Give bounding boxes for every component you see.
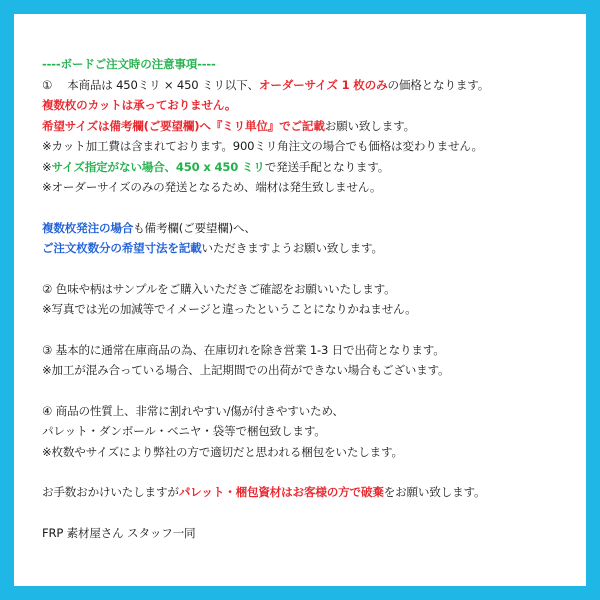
no-multi-cut-warning: 複数枚のカットは承っておりません。 — [42, 98, 237, 112]
section1-line3 — [42, 116, 587, 137]
section4-line3 — [42, 442, 587, 463]
size-in-remarks-highlight: 希望サイズは備考欄(ご要望欄)へ『ミリ単位』でご記載 — [42, 118, 325, 133]
section1-line2 — [42, 95, 587, 116]
multi-order-highlight: 複数枚発注の場合 — [42, 220, 134, 235]
section4-line2 — [42, 421, 587, 442]
section1-line1 — [42, 75, 587, 96]
section1-highlight: オーダーサイズ 1 枚のみ — [258, 77, 388, 92]
packing-method-note: ※枚数やサイズにより弊社の方で適切だと思われる梱包をいたします。 — [42, 444, 403, 459]
section3-line2 — [42, 360, 587, 381]
section3-line1 — [42, 340, 587, 361]
closing-line — [42, 482, 587, 503]
section1-line5 — [42, 157, 587, 178]
disposal-highlight: パレット・梱包資材はお客様の方で破棄 — [178, 485, 384, 499]
closing-text: お手数おかけいたしますが — [42, 485, 179, 499]
shipping-time-note: ③ 基本的に通常在庫商品の為、在庫切れを除き営業 1-3 日で出荷となります。 — [42, 342, 445, 357]
cut-fee-note: ※カット加工費は含まれております。900ミリ角注文の場合でも価格は変わりません。 — [42, 139, 483, 153]
section1-line6 — [42, 177, 587, 198]
multi-order-text: も備考欄(ご要望欄)へ、 — [133, 220, 256, 235]
section4-line1 — [42, 401, 587, 422]
header-line — [42, 54, 587, 75]
notice-content — [42, 54, 587, 543]
notice-header: ----ボードご注文時の注意事項---- — [42, 57, 216, 71]
multi-order-line2 — [42, 238, 587, 259]
multi-order-sizes-highlight: ご注文枚数分の希望寸法を記載 — [42, 241, 202, 255]
signature-line — [42, 523, 587, 544]
signature: FRP 素材屋さん スタッフ一同 — [42, 525, 196, 540]
section1-text: ① 本商品は 450ミリ × 450 ミリ以下、 — [42, 77, 259, 92]
section1-text-end: の価格となります。 — [387, 77, 490, 92]
closing-text-end: をお願い致します。 — [383, 485, 486, 499]
section2-line2 — [42, 299, 587, 320]
photo-lighting-note: ※写真では光の加減等でイメージと違ったということになりかねません。 — [42, 302, 417, 316]
no-offcut-note: ※オーダーサイズのみの発送となるため、端材は発生致しません。 — [42, 180, 382, 194]
default-size-mark: ※ — [42, 159, 52, 174]
default-size-highlight: サイズ指定がない場合、450 x 450 ミリ — [51, 159, 265, 174]
default-size-end: で発送手配となります。 — [264, 159, 390, 174]
fragile-note: ④ 商品の性質上、非常に割れやすい/傷が付きやすいため、 — [42, 403, 344, 418]
shipping-delay-note: ※加工が混み合っている場合、上記期間での出荷ができない場合もございます。 — [42, 363, 450, 377]
color-sample-note: ② 色味や柄はサンプルをご購入いただきご確認をお願いいたします。 — [42, 281, 396, 296]
multi-order-line1 — [42, 218, 587, 239]
section2-line1 — [42, 279, 587, 300]
packing-materials-note: パレット・ダンボール・ベニヤ・袋等で梱包致します。 — [42, 424, 326, 438]
multi-order-sizes-end: いただきますようお願い致します。 — [201, 241, 383, 255]
size-in-remarks-end: お願い致します。 — [324, 118, 415, 133]
section1-line4 — [42, 136, 587, 157]
